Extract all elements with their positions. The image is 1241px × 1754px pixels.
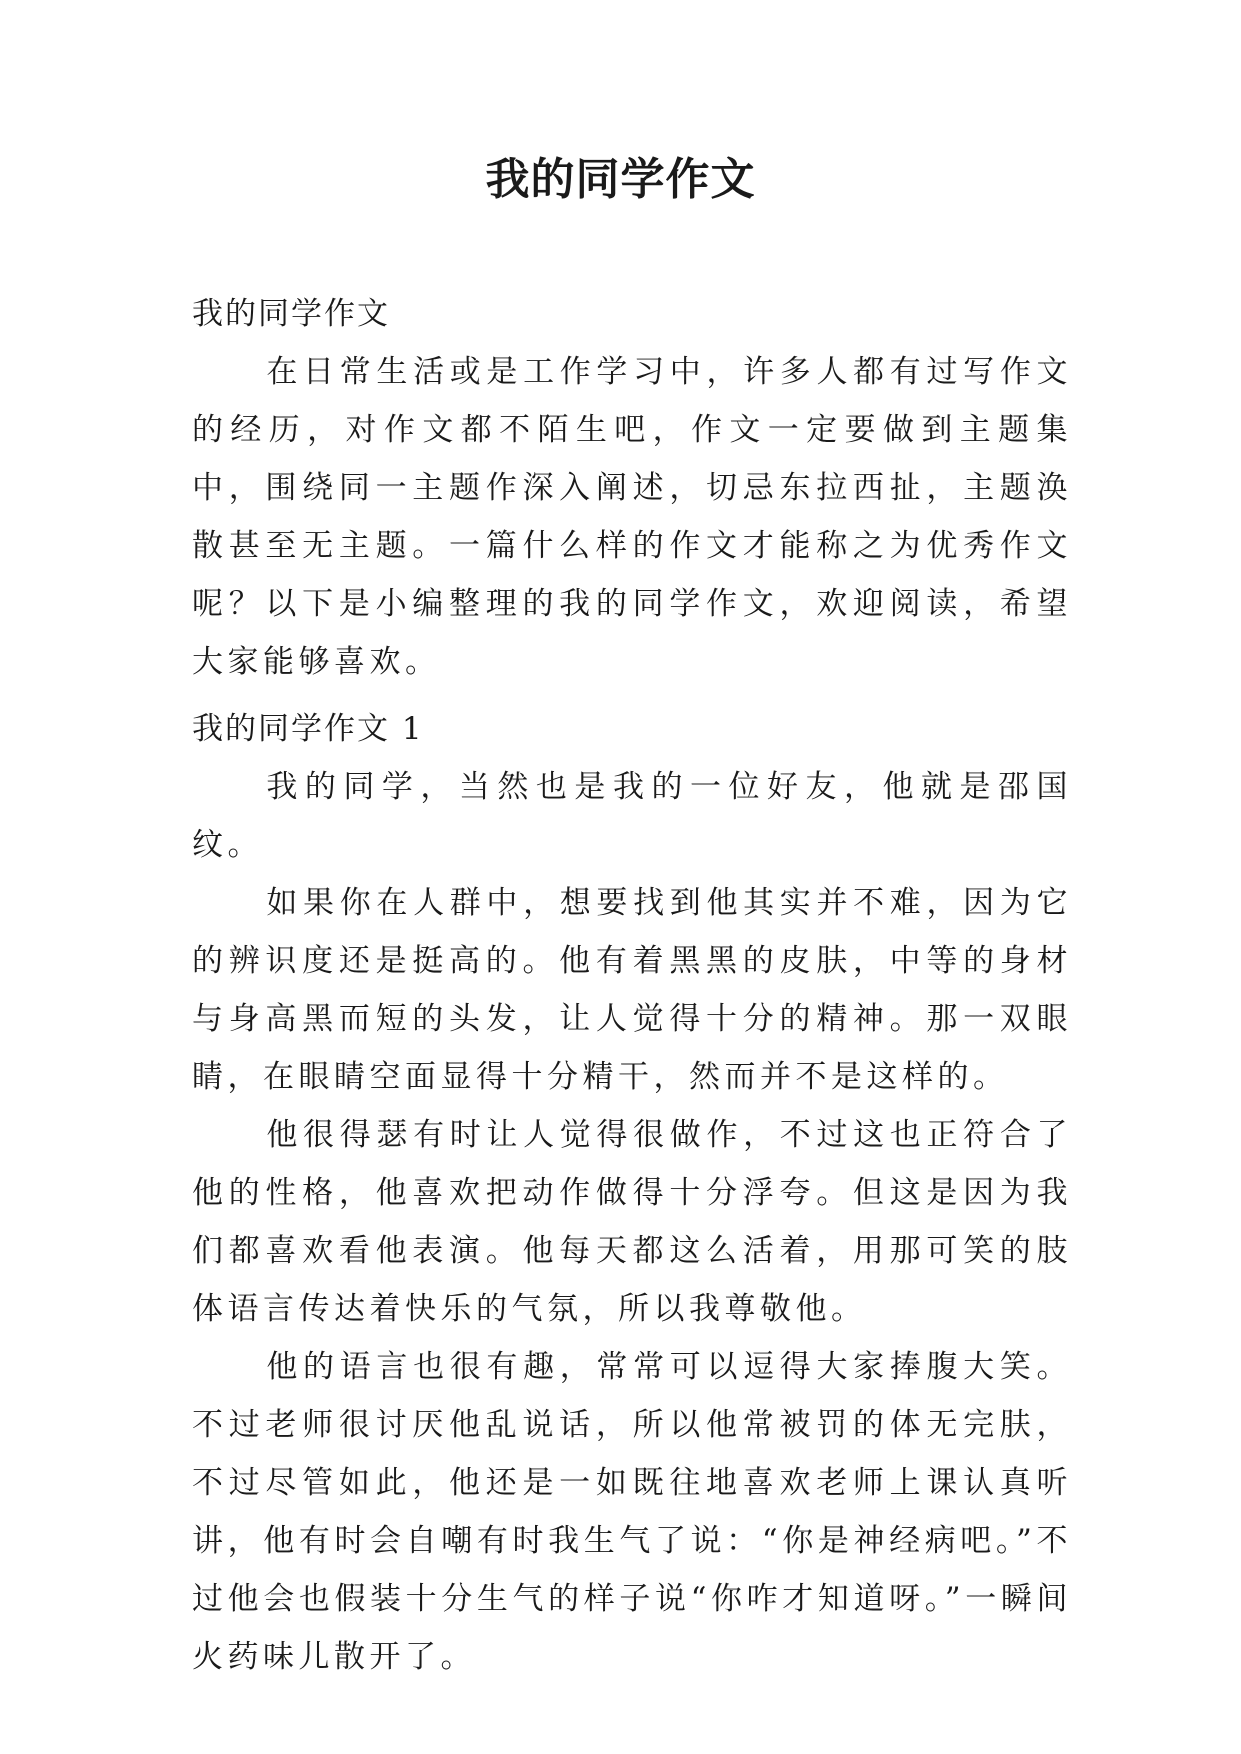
essay-1-heading: 我的同学作文 1 xyxy=(192,711,424,747)
essay-1-paragraph: 如果你在人群中，想要找到他其实并不难，因为它的辨识度还是挺高的。他有着黑黑的皮肤，中等的身材与身高黑而短的头发，让人觉得十分的精神。那一双眼睛，在眼睛空面显得十分精干，然而并不是这样的。 xyxy=(192,885,1072,1095)
essay-1-paragraph: 他很得瑟有时让人觉得很做作，不过这也正符合了他的性格，他喜欢把动作做得十分浮夸。但这是因为我们都喜欢看他表演。他每天都这么活着，用那可笑的肢体语言传达着快乐的气氛，所以我尊敬他。 xyxy=(192,1117,1072,1327)
intro-section xyxy=(192,285,1072,691)
essay-1-paragraph: 他的语言也很有趣，常常可以逗得大家捧腹大笑。不过老师很讨厌他乱说话，所以他常被罚的体无完肤，不过尽管如此，他还是一如既往地喜欢老师上课认真听讲，他有时会自嘲有时我生气了说：“你是神经病吧。”不过他会也假装十分生气的样子说“你咋才知道呀。”一瞬间火药味儿散开了。 xyxy=(192,1349,1072,1675)
essay-1-paragraph: 我的同学，当然也是我的一位好友，他就是邵国纹。 xyxy=(192,769,1072,863)
intro-paragraph: 在日常生活或是工作学习中，许多人都有过写作文的经历，对作文都不陌生吧，作文一定要做到主题集中，围绕同一主题作深入阐述，切忌东拉西扯，主题涣散甚至无主题。一篇什么样的作文才能称之为优秀作文呢？以下是小编整理的我的同学作文，欢迎阅读，希望大家能够喜欢。 xyxy=(192,354,1072,680)
essay-1-section xyxy=(192,700,1072,1686)
intro-heading: 我的同学作文 xyxy=(192,296,390,332)
document-title: 我的同学作文 xyxy=(485,154,756,205)
